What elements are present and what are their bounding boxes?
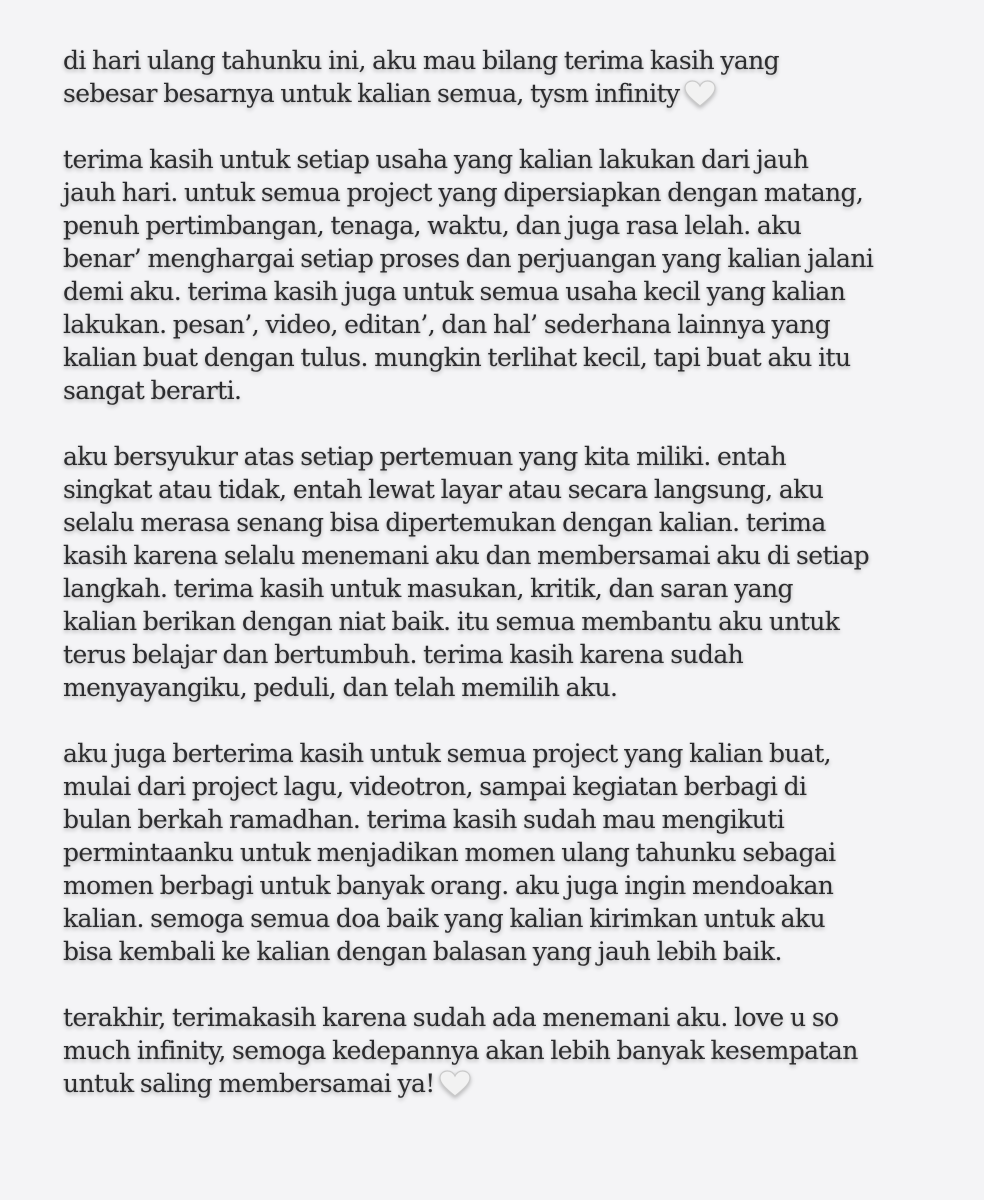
text-line: bisa kembali ke kalian dengan balasan yang jauh lebih baik. <box>63 937 782 966</box>
text-line: demi aku. terima kasih juga untuk semua usaha kecil yang kalian <box>63 277 846 306</box>
text-line: kasih karena selalu menemani aku dan membersamai aku di setiap <box>63 541 870 570</box>
text-line: mulai dari project lagu, videotron, sampai kegiatan berbagi di <box>63 772 807 801</box>
text-line: lakukan. pesan’, video, editan’, dan hal’ sederhana lainnya yang <box>63 310 831 339</box>
text-line: terus belajar dan bertumbuh. terima kasih karena sudah <box>63 640 744 669</box>
text-line: penuh pertimbangan, tenaga, waktu, dan juga rasa lelah. aku <box>63 211 802 240</box>
text-line: terakhir, terimakasih karena sudah ada menemani aku. love u so <box>63 1003 839 1032</box>
text-line: di hari ulang tahunku ini, aku mau bilang terima kasih yang <box>63 46 780 75</box>
white-heart-icon <box>439 1070 471 1098</box>
paragraph-4 <box>63 737 963 968</box>
text-line: selalu merasa senang bisa dipertemukan dengan kalian. terima <box>63 508 826 537</box>
text-line: kalian. semoga semua doa baik yang kalian kirimkan untuk aku <box>63 904 825 933</box>
text-line-content: sebesar besarnya untuk kalian semua, tysm infinity <box>63 79 680 108</box>
text-line-content: untuk saling membersamai ya! <box>63 1069 435 1098</box>
text-line <box>63 77 963 110</box>
text-line <box>63 1067 963 1100</box>
text-line: kalian berikan dengan niat baik. itu semua membantu aku untuk <box>63 607 840 636</box>
text-line: singkat atau tidak, entah lewat layar atau secara langsung, aku <box>63 475 824 504</box>
text-line: aku bersyukur atas setiap pertemuan yang kita miliki. entah <box>63 442 786 471</box>
text-line: sangat berarti. <box>63 376 242 405</box>
white-heart-icon <box>684 80 716 108</box>
paragraph-2 <box>63 143 963 407</box>
paragraph-5 <box>63 1001 963 1100</box>
text-line: benar’ menghargai setiap proses dan perjuangan yang kalian jalani <box>63 244 874 273</box>
paragraph-3 <box>63 440 963 704</box>
text-line: terima kasih untuk setiap usaha yang kalian lakukan dari jauh <box>63 145 809 174</box>
text-line: kalian buat dengan tulus. mungkin terlihat kecil, tapi buat aku itu <box>63 343 851 372</box>
text-line: permintaanku untuk menjadikan momen ulang tahunku sebagai <box>63 838 836 867</box>
text-line: much infinity, semoga kedepannya akan lebih banyak kesempatan <box>63 1036 858 1065</box>
text-line: momen berbagi untuk banyak orang. aku juga ingin mendoakan <box>63 871 834 900</box>
text-line: menyayangiku, peduli, dan telah memilih aku. <box>63 673 618 702</box>
text-line: aku juga berterima kasih untuk semua project yang kalian buat, <box>63 739 831 768</box>
note-text <box>63 44 963 1133</box>
text-line: jauh hari. untuk semua project yang dipersiapkan dengan matang, <box>63 178 864 207</box>
text-line: bulan berkah ramadhan. terima kasih sudah mau mengikuti <box>63 805 785 834</box>
paragraph-1 <box>63 44 963 110</box>
text-line: langkah. terima kasih untuk masukan, kritik, dan saran yang <box>63 574 793 603</box>
